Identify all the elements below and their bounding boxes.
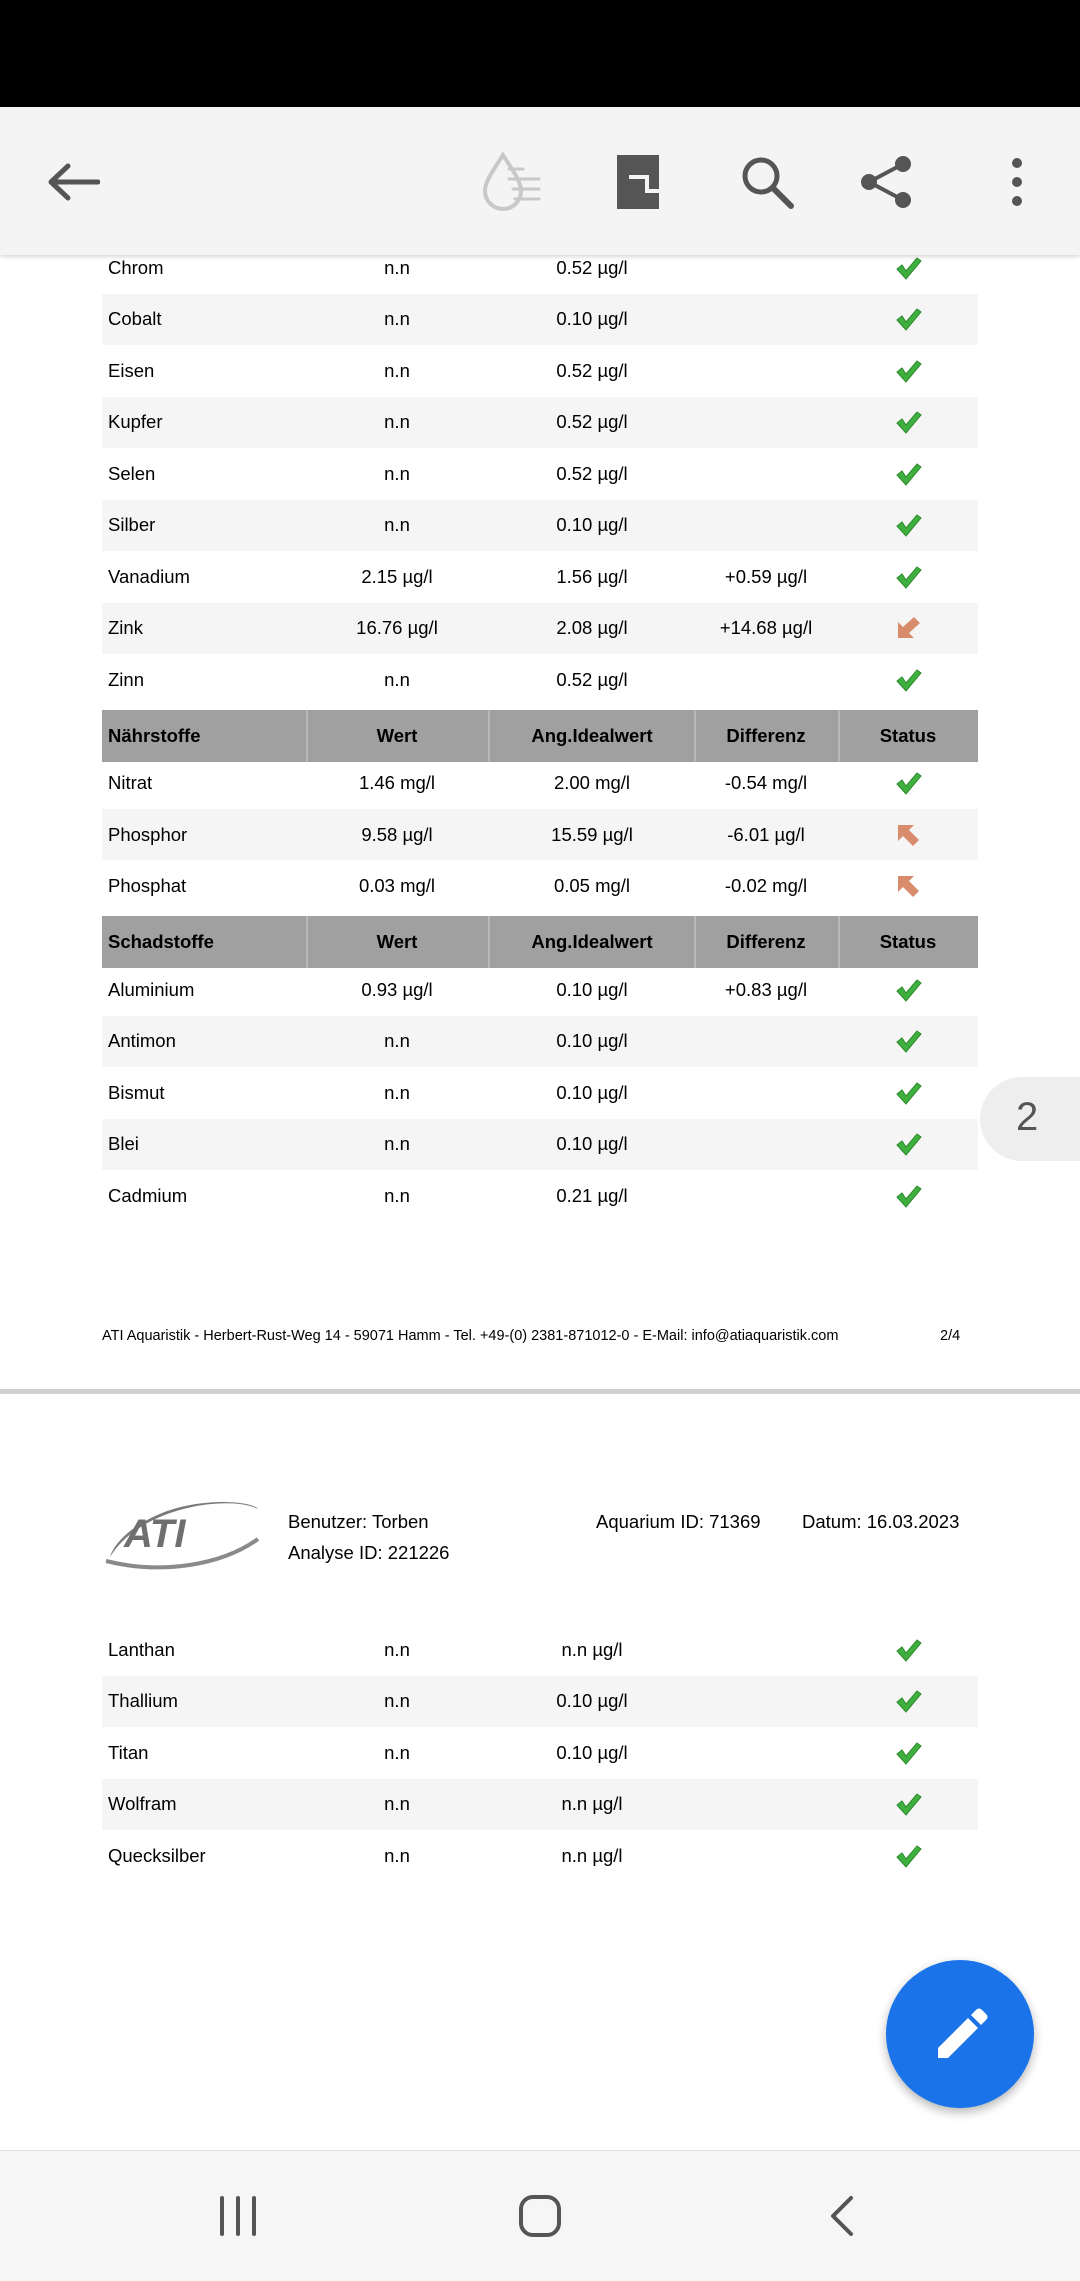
parameter-name: Aluminium (108, 978, 195, 1000)
checkmark-icon (894, 1636, 922, 1664)
more-vert-icon (1010, 157, 1024, 207)
column-separator (694, 916, 696, 968)
parameter-status (838, 345, 978, 396)
parameter-difference: +0.59 µg/l (724, 565, 808, 587)
column-header-status: Status (879, 931, 937, 952)
parameter-status (838, 1624, 978, 1675)
parameter-status (838, 758, 978, 809)
parameter-value: n.n (384, 514, 410, 535)
logo-text: ATI (124, 1512, 186, 1556)
parameter-difference (694, 1676, 838, 1727)
page-number-text: 2 (1016, 1095, 1039, 1139)
parameter-status (838, 500, 978, 551)
parameter-status (838, 1119, 978, 1170)
checkmark-icon (894, 1842, 922, 1870)
parameter-ideal-value: 0.52 µg/l (556, 668, 628, 690)
parameter-value: n.n (384, 1081, 410, 1103)
parameter-difference: -0.02 mg/l (724, 875, 808, 896)
parameter-difference (694, 1830, 838, 1881)
table-row (102, 255, 978, 293)
more-options-button[interactable] (972, 137, 1062, 227)
pdf-viewer-toolbar (0, 107, 1080, 255)
parameter-status (838, 397, 978, 448)
column-header-idealwert: Ang.Idealwert (531, 724, 653, 746)
status-bar (0, 0, 1080, 107)
benutzer-label: Benutzer: Torben (288, 1511, 429, 1532)
parameter-value: 1.46 mg/l (358, 772, 436, 793)
parameter-value: n.n (384, 1638, 410, 1660)
parameter-name: Phosphor (108, 823, 188, 845)
parameter-ideal-value: 0.10 µg/l (556, 1081, 628, 1103)
parameter-ideal-value: 1.56 µg/l (556, 565, 628, 587)
document-page-icon (615, 153, 661, 211)
system-nav-bar (0, 2150, 1080, 2281)
parameter-difference (694, 1779, 838, 1830)
analyse-id-label: Analyse ID: 221226 (288, 1542, 450, 1563)
checkmark-icon (894, 357, 922, 385)
parameter-difference (694, 448, 838, 499)
parameter-ideal-value: 0.10 µg/l (556, 1133, 628, 1154)
home-icon (518, 2194, 562, 2238)
checkmark-icon (894, 255, 922, 282)
table-row (102, 758, 978, 809)
parameter-status (838, 1016, 978, 1067)
checkmark-icon (894, 305, 922, 333)
table-section-header (102, 916, 978, 968)
search-icon (739, 154, 795, 210)
parameter-value: 9.58 µg/l (361, 823, 433, 845)
column-separator (694, 710, 696, 762)
parameter-difference: -6.01 µg/l (727, 823, 805, 845)
parameter-ideal-value: 0.10 µg/l (556, 978, 628, 1000)
table-row (102, 1830, 978, 1881)
table-row (102, 1119, 978, 1170)
parameter-ideal-value: 0.10 µg/l (556, 1030, 628, 1051)
checkmark-icon (894, 1739, 922, 1767)
table-row (102, 964, 978, 1015)
parameter-ideal-value: n.n µg/l (561, 1638, 623, 1660)
parameter-value: n.n (384, 1741, 410, 1763)
parameter-status (838, 809, 978, 860)
parameter-name: Bismut (108, 1081, 165, 1103)
parameter-difference (694, 1016, 838, 1067)
column-separator (488, 710, 490, 762)
parameter-ideal-value: n.n µg/l (561, 1793, 623, 1814)
footer-contact-text: ATI Aquaristik - Herbert-Rust-Weg 14 - 59071 Hamm - Tel. +49-(0) 2381-871012-0 - E-Mail: info@atiaquaristik.com (102, 1328, 839, 1344)
pdf-document-area[interactable] (0, 255, 1080, 2150)
parameter-ideal-value: 0.21 µg/l (556, 1184, 628, 1206)
checkmark-icon (894, 1790, 922, 1818)
page-number-badge (980, 1077, 1080, 1161)
parameter-name: Selen (108, 462, 156, 484)
parameter-difference: -0.54 mg/l (724, 772, 808, 793)
parameter-name: Zink (108, 617, 143, 638)
parameter-value: n.n (384, 256, 410, 278)
nav-back-icon (827, 2194, 857, 2238)
checkmark-icon (894, 460, 922, 488)
pencil-edit-icon (930, 2004, 990, 2064)
parameter-value: n.n (384, 1133, 410, 1154)
checkmark-icon (894, 1687, 922, 1715)
table-row (102, 1624, 978, 1675)
table-row (102, 448, 978, 499)
parameter-value: n.n (384, 1184, 410, 1206)
nav-back-button[interactable] (802, 2181, 882, 2251)
table-row (102, 1067, 978, 1118)
parameter-value: n.n (384, 462, 410, 484)
parameter-difference (694, 1170, 838, 1221)
checkmark-icon (894, 511, 922, 539)
column-separator (838, 710, 840, 762)
parameter-status (838, 551, 978, 602)
parameter-status (838, 1676, 978, 1727)
parameter-name: Blei (108, 1133, 139, 1154)
table-row (102, 551, 978, 602)
column-header-idealwert: Ang.Idealwert (531, 931, 653, 952)
parameter-value: n.n (384, 1844, 410, 1866)
parameter-status (838, 1830, 978, 1881)
parameter-status (838, 255, 978, 293)
column-separator (838, 916, 840, 968)
recent-apps-icon (216, 2196, 260, 2236)
column-header-differenz: Differenz (726, 724, 806, 746)
recent-apps-button[interactable] (198, 2181, 278, 2251)
share-button[interactable] (842, 137, 932, 227)
parameter-ideal-value: n.n µg/l (561, 1844, 623, 1866)
parameter-name: Titan (108, 1741, 149, 1763)
back-button[interactable] (28, 137, 118, 227)
table-row (102, 861, 978, 912)
parameter-ideal-value: 0.10 µg/l (556, 1741, 628, 1763)
reading-mode-button[interactable] (467, 137, 557, 227)
checkmark-icon (894, 976, 922, 1004)
arrow-up-left-icon (894, 872, 922, 900)
parameter-name: Wolfram (108, 1793, 177, 1814)
parameter-status (838, 861, 978, 912)
parameter-name: Vanadium (108, 565, 190, 587)
checkmark-icon (894, 408, 922, 436)
page-footer (102, 1328, 962, 1344)
table-row (102, 1779, 978, 1830)
parameter-difference: +14.68 µg/l (719, 617, 813, 638)
table-section-header (102, 710, 978, 762)
parameter-ideal-value: 0.10 µg/l (556, 1690, 628, 1711)
parameter-status (838, 603, 978, 654)
parameter-name: Cadmium (108, 1184, 188, 1206)
search-button[interactable] (722, 137, 812, 227)
parameter-value: n.n (384, 1030, 410, 1051)
ati-logo (102, 1495, 262, 1575)
table-row (102, 603, 978, 654)
page-separator (0, 1389, 1080, 1394)
parameter-ideal-value: 0.05 mg/l (553, 875, 631, 896)
parameter-name: Antimon (108, 1030, 176, 1051)
parameter-value: 0.03 mg/l (358, 875, 436, 896)
parameter-status (838, 1779, 978, 1830)
parameter-difference (694, 1119, 838, 1170)
parameter-status (838, 1170, 978, 1221)
parameter-difference (694, 1727, 838, 1778)
column-header-status: Status (879, 724, 937, 746)
parameter-difference (694, 255, 838, 293)
document-view-button[interactable] (593, 137, 683, 227)
checkmark-icon (894, 563, 922, 591)
column-header-wert: Wert (376, 931, 418, 952)
parameter-name: Silber (108, 514, 156, 535)
parameter-name: Chrom (108, 256, 164, 278)
parameter-name: Zinn (108, 668, 144, 690)
parameter-name: Kupfer (108, 411, 163, 432)
datum-label: Datum: 16.03.2023 (802, 1511, 960, 1532)
parameter-ideal-value: 0.52 µg/l (556, 359, 628, 381)
parameter-name: Eisen (108, 359, 155, 381)
table-row (102, 345, 978, 396)
parameter-difference (694, 345, 838, 396)
parameter-status (838, 448, 978, 499)
parameter-value: n.n (384, 411, 410, 432)
parameter-value: n.n (384, 1793, 410, 1814)
parameter-value: 0.93 µg/l (361, 978, 433, 1000)
column-separator (306, 916, 308, 968)
parameter-difference (694, 500, 838, 551)
table-row (102, 809, 978, 860)
table-row (102, 397, 978, 448)
column-header-differenz: Differenz (726, 931, 806, 952)
column-header-wert: Wert (376, 724, 418, 746)
parameter-ideal-value: 15.59 µg/l (551, 823, 633, 845)
checkmark-icon (894, 1130, 922, 1158)
parameter-status (838, 964, 978, 1015)
edit-fab-button[interactable] (886, 1960, 1034, 2108)
parameter-difference: +0.83 µg/l (724, 978, 808, 1000)
parameter-ideal-value: 0.10 µg/l (556, 514, 628, 535)
page-3-header (102, 1495, 978, 1585)
parameter-name: Quecksilber (108, 1844, 206, 1866)
parameter-status (838, 1067, 978, 1118)
home-button[interactable] (500, 2181, 580, 2251)
table-row (102, 1727, 978, 1778)
aquarium-id-label: Aquarium ID: 71369 (596, 1511, 761, 1532)
column-separator (488, 916, 490, 968)
droplet-lines-icon (479, 149, 545, 215)
parameter-ideal-value: 2.00 mg/l (553, 772, 631, 793)
parameter-difference (694, 1067, 838, 1118)
parameter-name: Lanthan (108, 1638, 175, 1660)
checkmark-icon (894, 1182, 922, 1210)
arrow-down-left-icon (894, 614, 922, 642)
parameter-difference (694, 654, 838, 705)
parameter-value: 16.76 µg/l (356, 617, 438, 638)
parameter-ideal-value: 0.52 µg/l (556, 462, 628, 484)
parameter-value: 2.15 µg/l (361, 565, 433, 587)
parameter-name: Thallium (108, 1690, 178, 1711)
checkmark-icon (894, 666, 922, 694)
table-row (102, 1170, 978, 1221)
parameter-name: Phosphat (108, 875, 187, 896)
table-row (102, 654, 978, 705)
table-row (102, 294, 978, 345)
parameter-ideal-value: 2.08 µg/l (556, 617, 628, 638)
column-separator (306, 710, 308, 762)
parameter-ideal-value: 0.52 µg/l (556, 411, 628, 432)
table-row (102, 1016, 978, 1067)
parameter-value: n.n (384, 1690, 410, 1711)
parameter-difference (694, 1624, 838, 1675)
parameter-ideal-value: 0.10 µg/l (556, 308, 628, 329)
parameter-difference (694, 397, 838, 448)
parameter-name: Nitrat (108, 772, 153, 793)
parameter-value: n.n (384, 668, 410, 690)
section-title: Nährstoffe (108, 724, 201, 746)
parameter-name: Cobalt (108, 308, 162, 329)
checkmark-icon (894, 769, 922, 797)
table-row (102, 1676, 978, 1727)
parameter-ideal-value: 0.52 µg/l (556, 256, 628, 278)
parameter-difference (694, 294, 838, 345)
checkmark-icon (894, 1079, 922, 1107)
parameter-status (838, 654, 978, 705)
checkmark-icon (894, 1027, 922, 1055)
section-title: Schadstoffe (108, 931, 214, 952)
parameter-status (838, 1727, 978, 1778)
arrow-up-left-icon (894, 821, 922, 849)
arrow-left-icon (46, 162, 100, 202)
footer-page-number: 2/4 (940, 1328, 961, 1344)
parameter-status (838, 294, 978, 345)
parameter-value: n.n (384, 359, 410, 381)
parameter-value: n.n (384, 308, 410, 329)
table-row (102, 500, 978, 551)
share-icon (859, 154, 915, 210)
